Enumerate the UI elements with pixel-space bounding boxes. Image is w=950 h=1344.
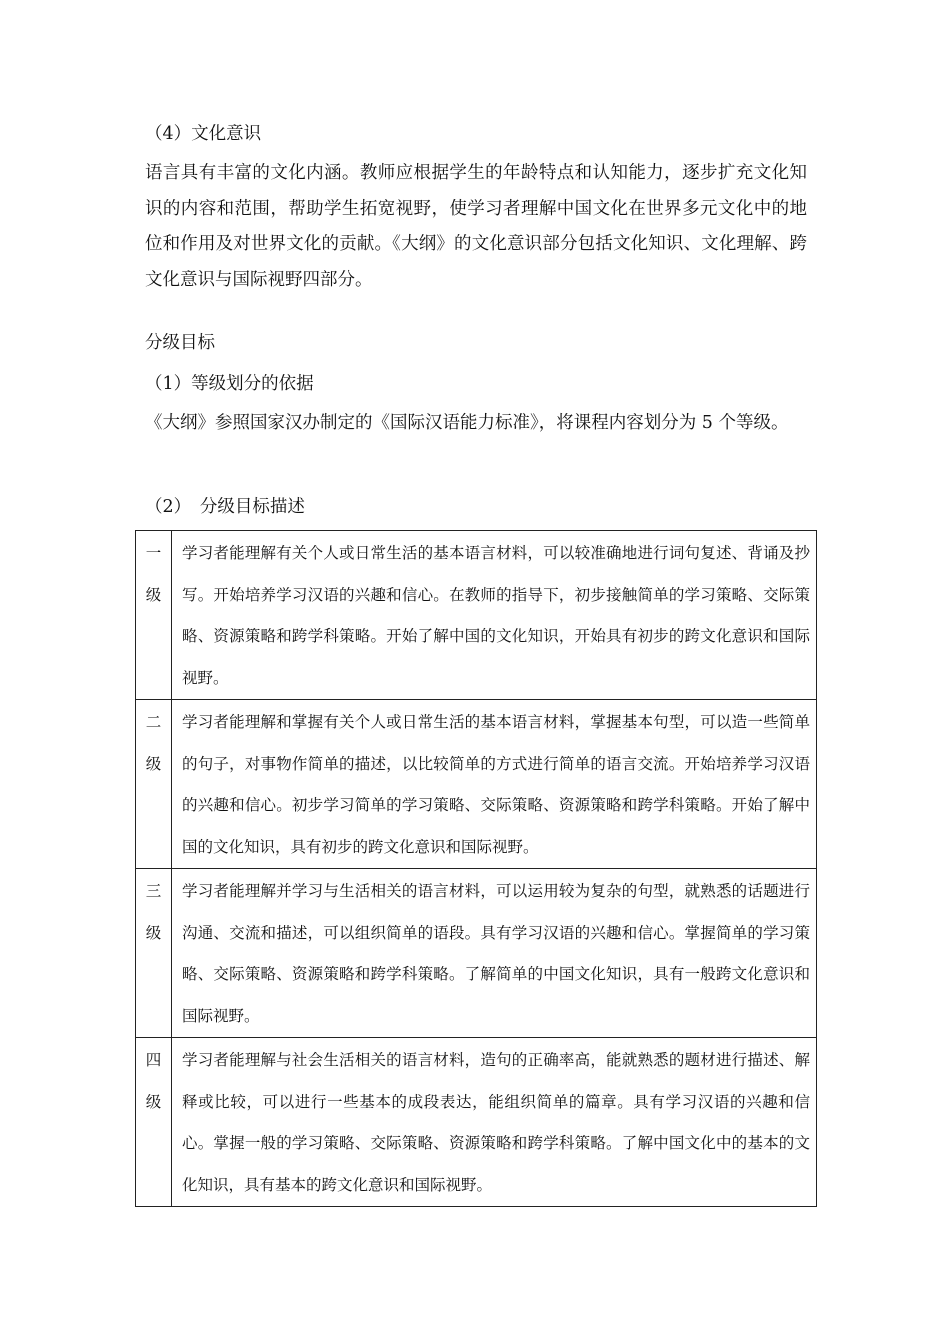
level-cell <box>136 531 172 700</box>
grading-basis-text: 《大纲》参照国家汉办制定的《国际汉语能力标准》，将课程内容划分为 5 个等级。 <box>145 413 789 433</box>
table-row <box>136 869 817 1038</box>
level-description: 学习者能理解和掌握有关个人或日常生活的基本语言材料，掌握基本句型，可以造一些简单的句子，对事物作简单的描述，以比较简单的方式进行简单的语言交流。开始培养学习汉语的兴趣和信心。初步学习简单的学习策略、交际策略、资源策略和跨学科策略。开始了解中国的文化知识，具有初步的跨文化意识和国际视野。 <box>182 713 810 856</box>
grading-basis-heading: （1）等级划分的依据 <box>145 374 314 394</box>
level-cell <box>136 1038 172 1207</box>
level-cell <box>136 869 172 1038</box>
level-cell <box>136 700 172 869</box>
description-cell <box>172 869 817 1038</box>
culture-awareness-paragraph: 语言具有丰富的文化内涵。教师应根据学生的年龄特点和认知能力，逐步扩充文化知识的内容和范围，帮助学生拓宽视野，使学习者理解中国文化在世界多元文化中的地位和作用及对世界文化的贡献。《大纲》的文化意识部分包括文化知识、文化理解、跨文化意识与国际视野四部分。 <box>145 163 807 290</box>
table-row <box>136 700 817 869</box>
level-description: 学习者能理解并学习与生活相关的语言材料，可以运用较为复杂的句型，就熟悉的话题进行沟通、交流和描述，可以组织简单的语段。具有学习汉语的兴趣和信心。掌握简单的学习策略、交际策略、资源策略和跨学科策略。了解简单的中国文化知识，具有一般跨文化意识和国际视野。 <box>182 882 810 1025</box>
description-cell <box>172 531 817 700</box>
culture-awareness-heading: （4）文化意识 <box>145 124 262 144</box>
table-row <box>136 531 817 700</box>
level-label: 四级 <box>145 1051 162 1111</box>
table-row <box>136 1038 817 1207</box>
level-description-table <box>135 530 817 1207</box>
level-label: 三级 <box>145 882 162 942</box>
level-label: 二级 <box>145 713 162 773</box>
grading-description-heading: （2） 分级目标描述 <box>145 497 305 517</box>
level-description: 学习者能理解有关个人或日常生活的基本语言材料，可以较准确地进行词句复述、背诵及抄写。开始培养学习汉语的兴趣和信心。在教师的指导下，初步接触简单的学习策略、交际策略、资源策略和跨学科策略。开始了解中国的文化知识，开始具有初步的跨文化意识和国际视野。 <box>182 544 810 687</box>
description-cell <box>172 700 817 869</box>
description-cell <box>172 1038 817 1207</box>
level-description: 学习者能理解与社会生活相关的语言材料，造句的正确率高，能就熟悉的题材进行描述、解释或比较，可以进行一些基本的成段表达，能组织简单的篇章。具有学习汉语的兴趣和信心。掌握一般的学习策略、交际策略、资源策略和跨学科策略。了解中国文化中的基本的文化知识，具有基本的跨文化意识和国际视野。 <box>182 1051 810 1194</box>
level-label: 一级 <box>145 544 162 604</box>
grading-title: 分级目标 <box>145 333 215 353</box>
